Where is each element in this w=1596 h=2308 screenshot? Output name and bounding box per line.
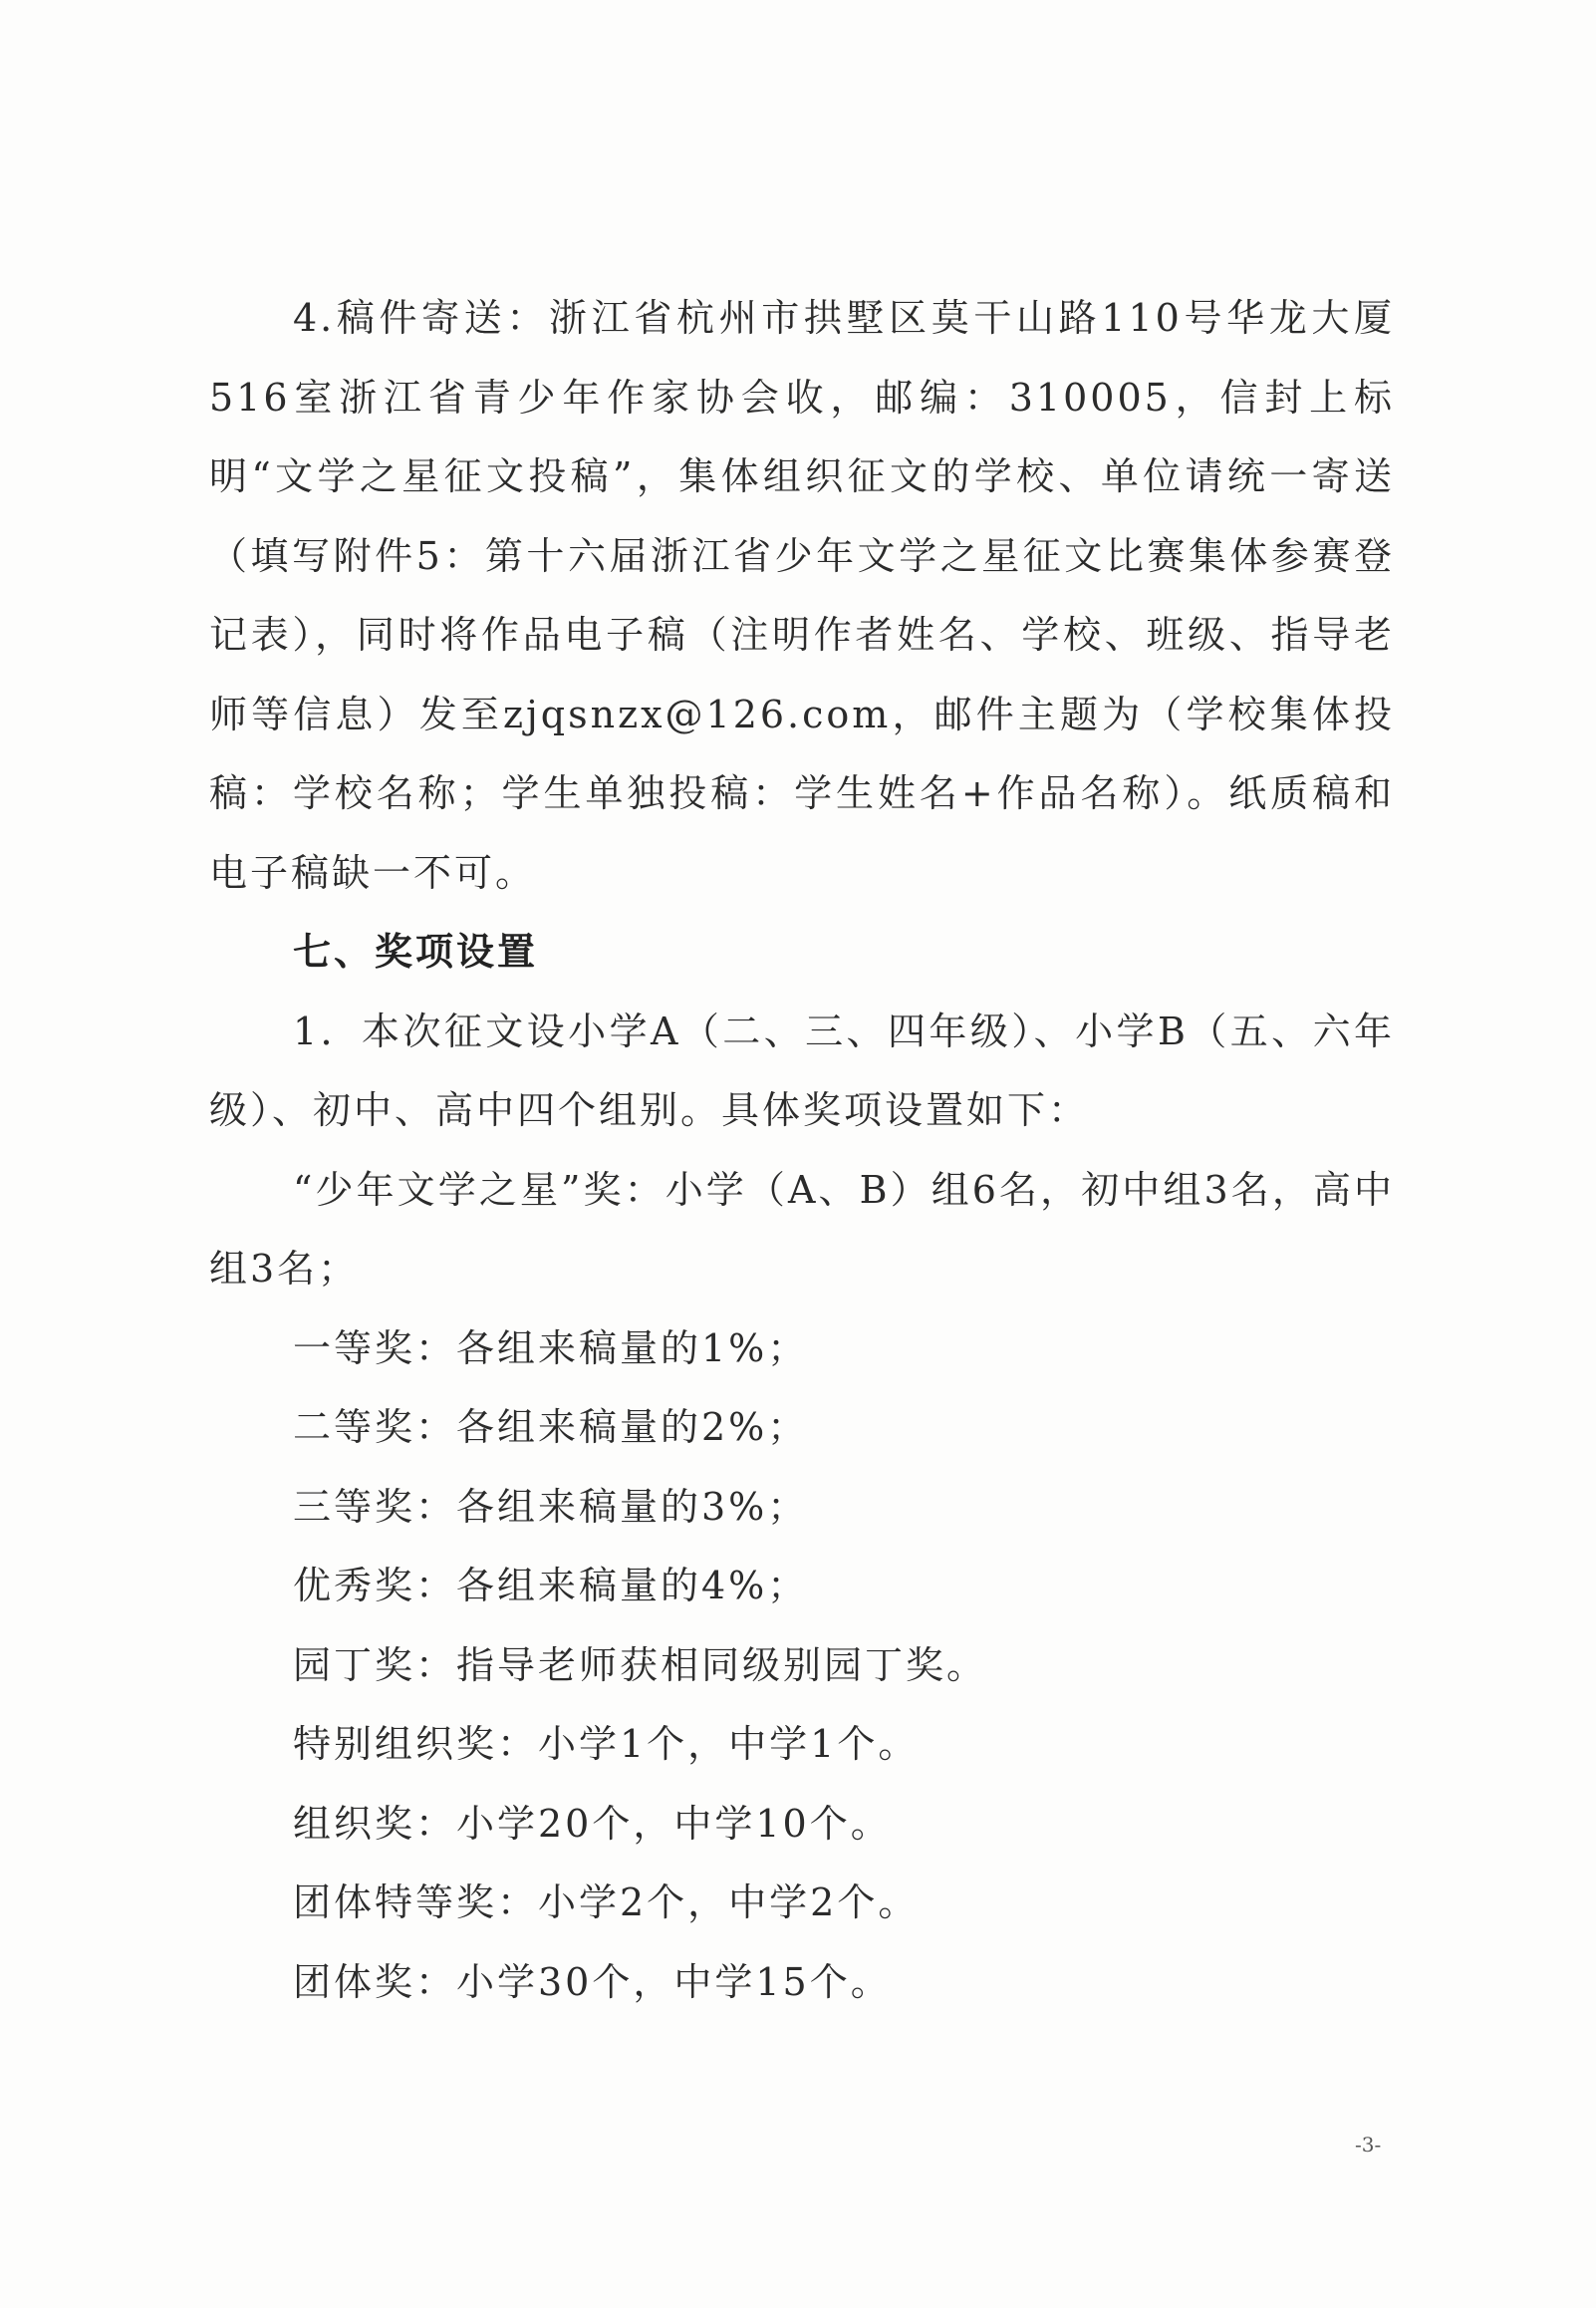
award-item: 特别组织奖：小学1个，中学1个。 <box>293 1722 920 1766</box>
award-item: 二等奖：各组来稿量的2%； <box>293 1405 809 1449</box>
award-item: 组织奖：小学20个，中学10个。 <box>293 1801 892 1846</box>
awards-intro-paragraph: 1．本次征文设小学A（二、三、四年级）、小学B（五、六年级）、初中、高中四个组别。具体奖项设置如下： <box>209 1009 1395 1132</box>
award-item: 三等奖：各组来稿量的3%； <box>293 1484 809 1529</box>
section-heading-awards: 七、奖项设置 <box>293 930 539 974</box>
award-item: 优秀奖：各组来稿量的4%； <box>293 1564 809 1607</box>
star-award-paragraph: “少年文学之星”奖：小学（A、B）组6名，初中组3名，高中组3名； <box>209 1167 1395 1291</box>
award-item: 团体奖：小学30个，中学15个。 <box>293 1959 892 2004</box>
document-body <box>209 279 1395 2022</box>
award-item: 园丁奖：指导老师获相同级别园丁奖。 <box>293 1642 988 1687</box>
page-number: -3- <box>1355 2133 1382 2157</box>
award-item: 一等奖：各组来稿量的1%； <box>293 1325 809 1370</box>
award-item: 团体特等奖：小学2个，中学2个。 <box>293 1880 920 1924</box>
submission-paragraph: 4.稿件寄送：浙江省杭州市拱墅区莫干山路110号华龙大厦516室浙江省青少年作家协会收，邮编：310005，信封上标明“文学之星征文投稿”，集体组织征文的学校、单位请统一寄送（填写附件5：第十六届浙江省少年文学之星征文比赛集体参赛登记表），同时将作品电子稿（注明作者姓名、学校、班级、指导老师等信息）发至zjqsnzx@126.com，邮件主题为（学校集体投稿：学校名称；学生单独投稿：学生姓名+作品名称）。纸质稿和电子稿缺一不可。 <box>209 296 1395 895</box>
